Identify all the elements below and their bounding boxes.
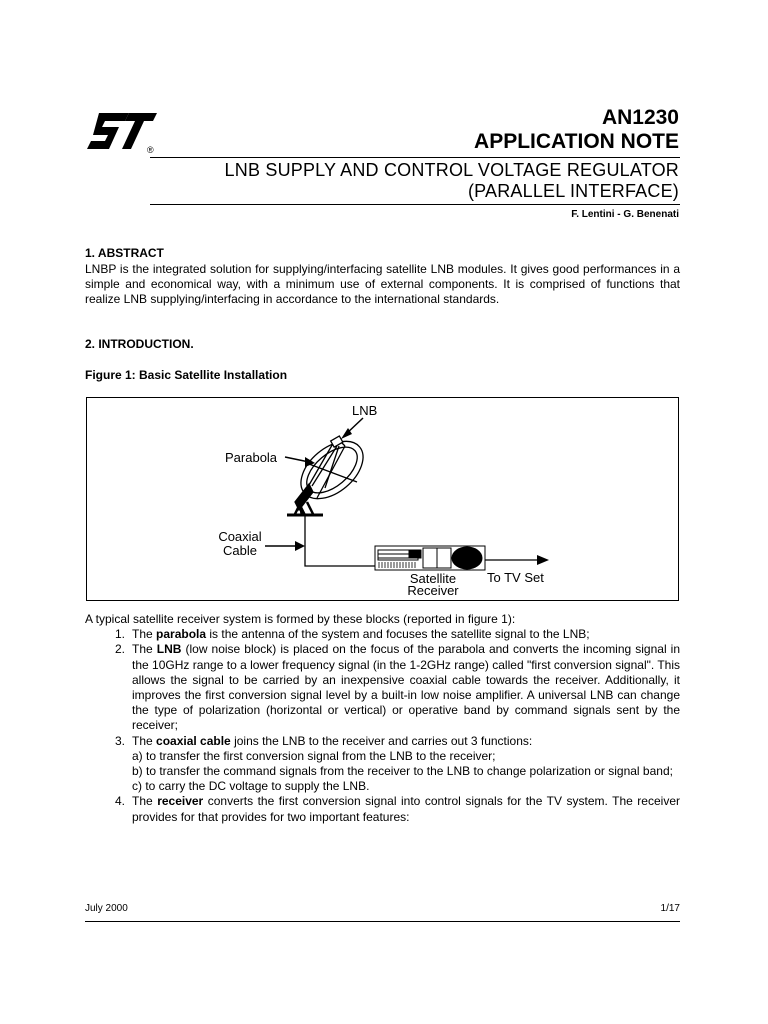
list-item-pre: The <box>132 733 157 748</box>
document-number: AN1230 <box>601 106 679 129</box>
list-number: 1. <box>115 627 126 642</box>
title-line-1: LNB SUPPLY AND CONTROL VOLTAGE REGULATOR <box>224 160 679 180</box>
label-coaxial-1: Coaxial <box>218 529 262 544</box>
list-number: 2. <box>115 642 126 657</box>
list-item-text: is the antenna of the system and focuses the satellite signal to the LNB; <box>206 627 590 642</box>
footer-page-number: 1/17 <box>660 903 680 914</box>
list-item-text: converts the first conversion signal into control signals for the TV system. The receiver provides for that provides for two important features: <box>132 794 680 824</box>
list-item-4 <box>85 794 680 824</box>
label-parabola: Parabola <box>225 450 278 465</box>
abstract-heading: 1. ABSTRACT <box>85 246 164 260</box>
registered-mark: ® <box>147 145 154 155</box>
list-number: 3. <box>115 733 126 748</box>
list-item-3 <box>85 734 680 749</box>
list-number: 4. <box>115 794 126 809</box>
list-item-pre: The <box>132 794 158 809</box>
term-parabola: parabola <box>156 627 207 642</box>
sublist <box>85 749 680 795</box>
list-item-2 <box>85 642 680 733</box>
list-item-pre: The <box>132 627 157 642</box>
label-tv-set: To TV Set <box>487 570 544 585</box>
intro-body <box>85 612 680 825</box>
st-logo <box>85 111 157 157</box>
term-lnb: LNB <box>156 642 182 657</box>
sublist-item-a: a) to transfer the first conversion signal from the LNB to the receiver; <box>132 748 496 763</box>
list-item-1 <box>85 627 680 642</box>
list-item-text: (low noise block) is placed on the focus of the parabola and converts the incoming signal in the 10GHz range to a lower frequency signal (in the 1-2GHz range) called "first conversion signal". This allows the signal to be carried by an inexpensive coaxial cable towards the receiver. Additionally, it improves the first conversion signal level by a built-in low noise amplifier. A universal LNB can change the type of polarization (horizontal or vertical) or operative band by command signals sent by the receiver; <box>132 642 681 733</box>
label-lnb: LNB <box>352 403 378 418</box>
list-item-text: joins the LNB to the receiver and carries out 3 functions: <box>230 733 533 748</box>
list-item-pre: The <box>132 642 157 657</box>
satellite-receiver <box>375 546 485 570</box>
authors: F. Lentini - G. Benenati <box>571 209 679 220</box>
term-receiver: receiver <box>157 794 204 809</box>
term-coaxial-cable: coaxial cable <box>156 733 231 748</box>
header-rule-top <box>150 157 680 158</box>
footer-date: July 2000 <box>85 903 128 914</box>
introduction-heading: 2. INTRODUCTION. <box>85 337 194 351</box>
sublist-item-b: b) to transfer the command signals from the receiver to the LNB to change polarization or signal band; <box>132 764 673 779</box>
footer-rule <box>85 921 680 922</box>
label-satellite-2: Receiver <box>407 583 459 598</box>
label-satellite-1: Satellite <box>409 571 457 586</box>
header-rule-bottom <box>150 204 680 205</box>
abstract-body: LNBP is the integrated solution for supplying/interfacing satellite LNB modules. It gives good performances in a simple and economical way, with a minimum use of external components. It is comprised of functions that realize LNB supplying/interfacing in accordance to the international standards. <box>85 262 680 307</box>
figure-satellite-installation <box>86 397 679 601</box>
intro-lead: A typical satellite receiver system is formed by these blocks (reported in figure 1): <box>85 612 516 626</box>
sublist-item-c: c) to carry the DC voltage to supply the LNB. <box>132 779 370 794</box>
document-type: APPLICATION NOTE <box>474 130 679 153</box>
satellite-diagram <box>87 398 680 602</box>
title-line-2: (PARALLEL INTERFACE) <box>467 181 679 201</box>
figure-caption: Figure 1: Basic Satellite Installation <box>85 368 288 382</box>
label-coaxial-2: Cable <box>223 543 257 558</box>
